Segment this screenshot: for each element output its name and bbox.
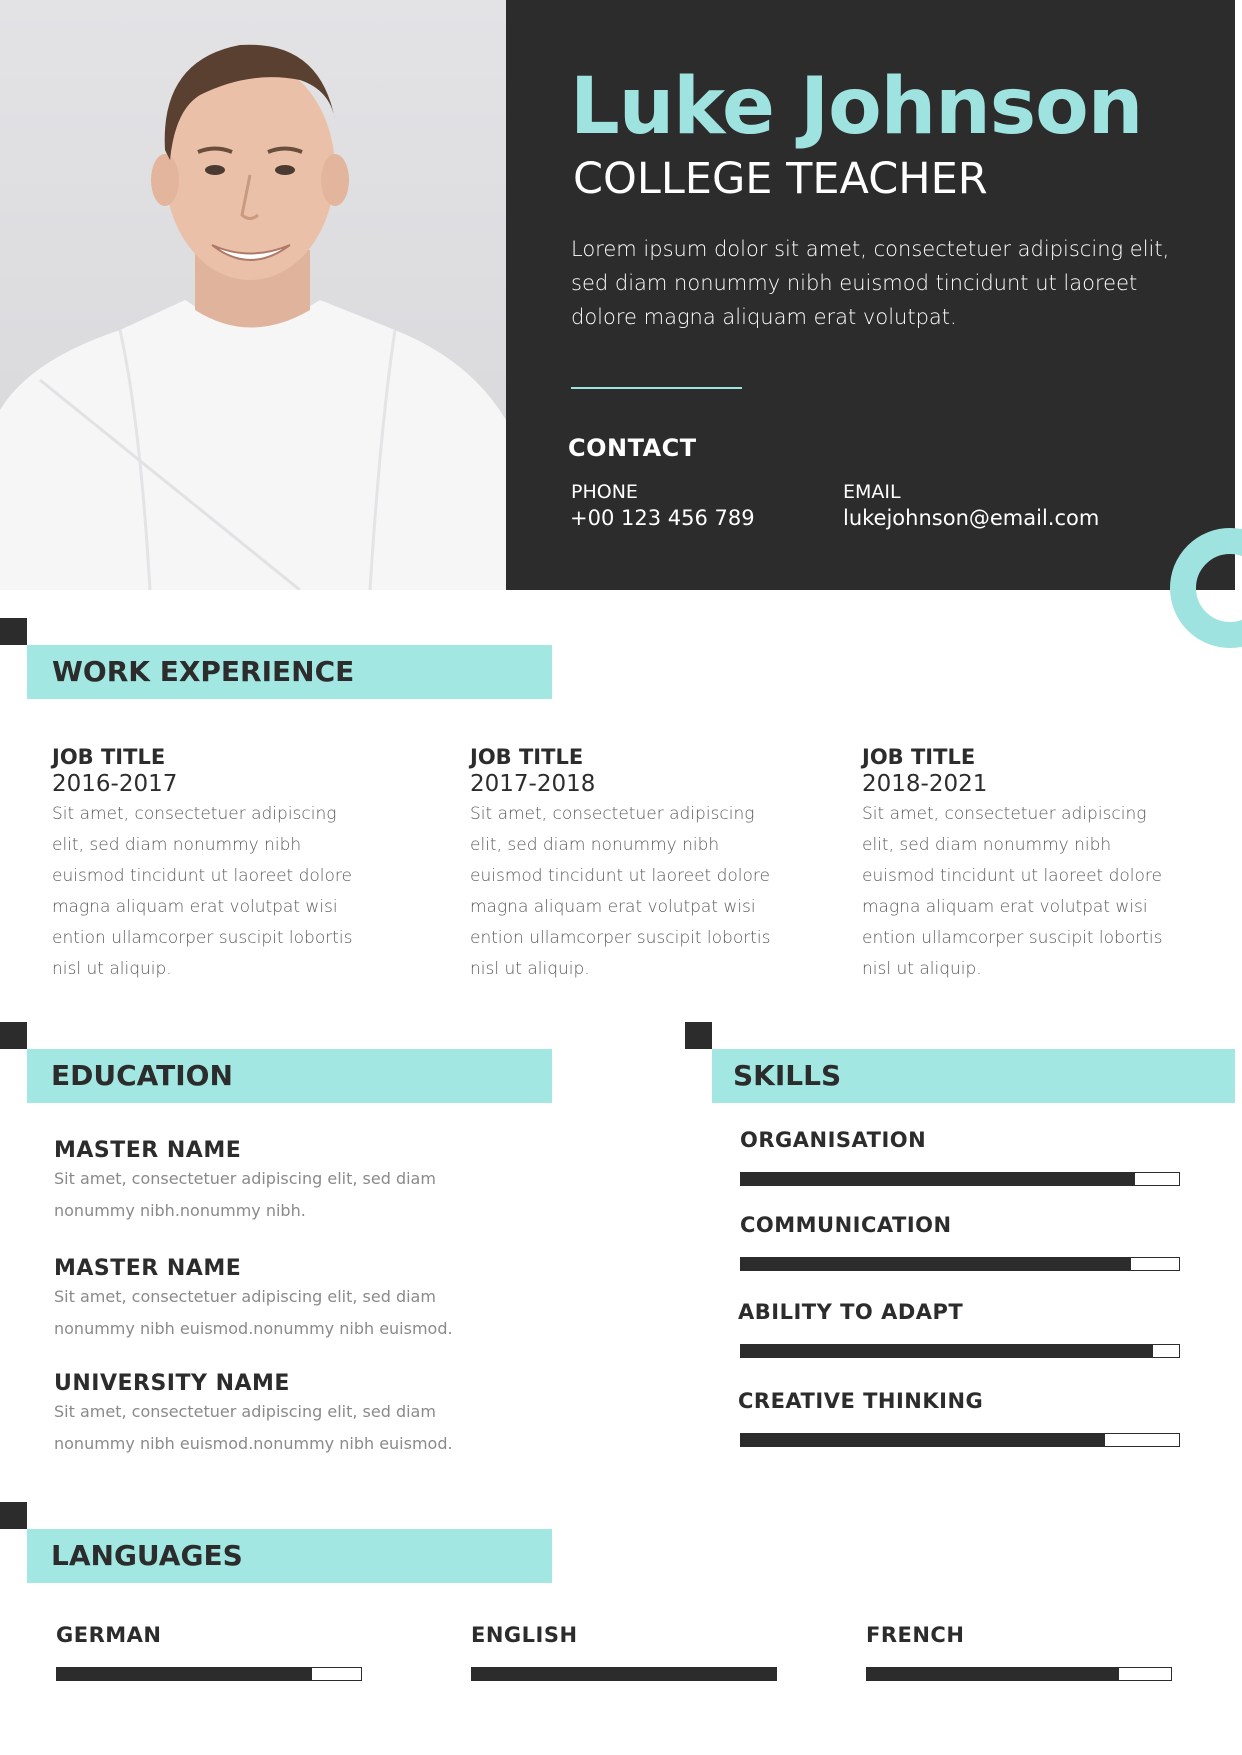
education-item-description: Sit amet, consectetuer adipiscing elit, sed diam nonummy nibh.nonummy nibh. (54, 1169, 436, 1220)
work-item-years: 2016-2017 (52, 771, 178, 797)
education-heading: EDUCATION (51, 1059, 233, 1092)
email-value: lukejohnson@email.com (843, 506, 1100, 530)
section-marker (685, 1022, 712, 1049)
education-item (54, 1371, 514, 1460)
skill-label: CREATIVE THINKING (738, 1389, 984, 1413)
skill-bar-fill (741, 1434, 1105, 1446)
phone-label: PHONE (571, 481, 638, 503)
work-item (862, 745, 1182, 985)
candidate-job-title: COLLEGE TEACHER (573, 154, 988, 204)
work-experience-header (27, 645, 552, 699)
skill-label: ORGANISATION (740, 1128, 927, 1152)
skills-header (712, 1049, 1235, 1103)
skill-bar-fill (741, 1345, 1153, 1357)
language-bar (866, 1667, 1172, 1681)
work-item-years: 2018-2021 (862, 771, 988, 797)
language-bar (56, 1667, 362, 1681)
work-item-description: Sit amet, consectetuer adipiscing elit, sed diam nonummy nibh euismod tincidunt ut laoreet dolore magna aliquam erat volutpat wisi ention ullamcorper suscipit lobortis nisl ut aliquip. (862, 804, 1163, 979)
candidate-name: Luke Johnson (570, 62, 1143, 152)
languages-header (27, 1529, 552, 1583)
work-item (52, 745, 372, 985)
education-item (54, 1138, 514, 1227)
languages-heading: LANGUAGES (51, 1539, 243, 1572)
language-bar-fill (57, 1668, 312, 1680)
section-marker (0, 1502, 27, 1529)
work-item-title: JOB TITLE (52, 745, 166, 769)
skill-bar (740, 1344, 1180, 1358)
language-label: FRENCH (866, 1623, 965, 1647)
work-item-title: JOB TITLE (862, 745, 976, 769)
education-header (27, 1049, 552, 1103)
language-bar-fill (867, 1668, 1119, 1680)
work-item (470, 745, 790, 985)
contact-heading: CONTACT (568, 434, 697, 462)
education-item (54, 1256, 514, 1345)
skill-bar (740, 1172, 1180, 1186)
phone-value: +00 123 456 789 (570, 506, 755, 530)
language-label: ENGLISH (471, 1623, 578, 1647)
education-item-title: UNIVERSITY NAME (54, 1371, 290, 1396)
language-bar-fill (472, 1668, 776, 1680)
work-item-description: Sit amet, consectetuer adipiscing elit, sed diam nonummy nibh euismod tincidunt ut laoreet dolore magna aliquam erat volutpat wisi ention ullamcorper suscipit lobortis nisl ut aliquip. (470, 804, 771, 979)
skill-bar-fill (741, 1173, 1135, 1185)
work-item-description: Sit amet, consectetuer adipiscing elit, sed diam nonummy nibh euismod tincidunt ut laoreet dolore magna aliquam erat volutpat wisi ention ullamcorper suscipit lobortis nisl ut aliquip. (52, 804, 353, 979)
header-divider (571, 387, 742, 389)
work-item-years: 2017-2018 (470, 771, 596, 797)
language-bar (471, 1667, 777, 1681)
skill-label: COMMUNICATION (740, 1213, 952, 1237)
work-experience-heading: WORK EXPERIENCE (52, 655, 355, 688)
skill-bar (740, 1433, 1180, 1447)
education-item-title: MASTER NAME (54, 1138, 242, 1163)
education-item-description: Sit amet, consectetuer adipiscing elit, sed diam nonummy nibh euismod.nonummy nibh euismod. (54, 1402, 453, 1453)
section-marker (0, 1022, 27, 1049)
education-item-title: MASTER NAME (54, 1256, 242, 1281)
skill-label: ABILITY TO ADAPT (738, 1300, 964, 1324)
work-item-title: JOB TITLE (470, 745, 584, 769)
email-label: EMAIL (843, 481, 901, 503)
skills-heading: SKILLS (733, 1059, 842, 1092)
profile-photo (0, 0, 506, 590)
profile-summary: Lorem ipsum dolor sit amet, consectetuer adipiscing elit, sed diam nonummy nibh euismod tincidunt ut laoreet dolore magna aliquam erat volutpat. (571, 237, 1170, 329)
language-label: GERMAN (56, 1623, 162, 1647)
education-item-description: Sit amet, consectetuer adipiscing elit, sed diam nonummy nibh euismod.nonummy nibh euismod. (54, 1287, 453, 1338)
section-marker (0, 618, 27, 645)
skill-bar-fill (741, 1258, 1131, 1270)
skill-bar (740, 1257, 1180, 1271)
